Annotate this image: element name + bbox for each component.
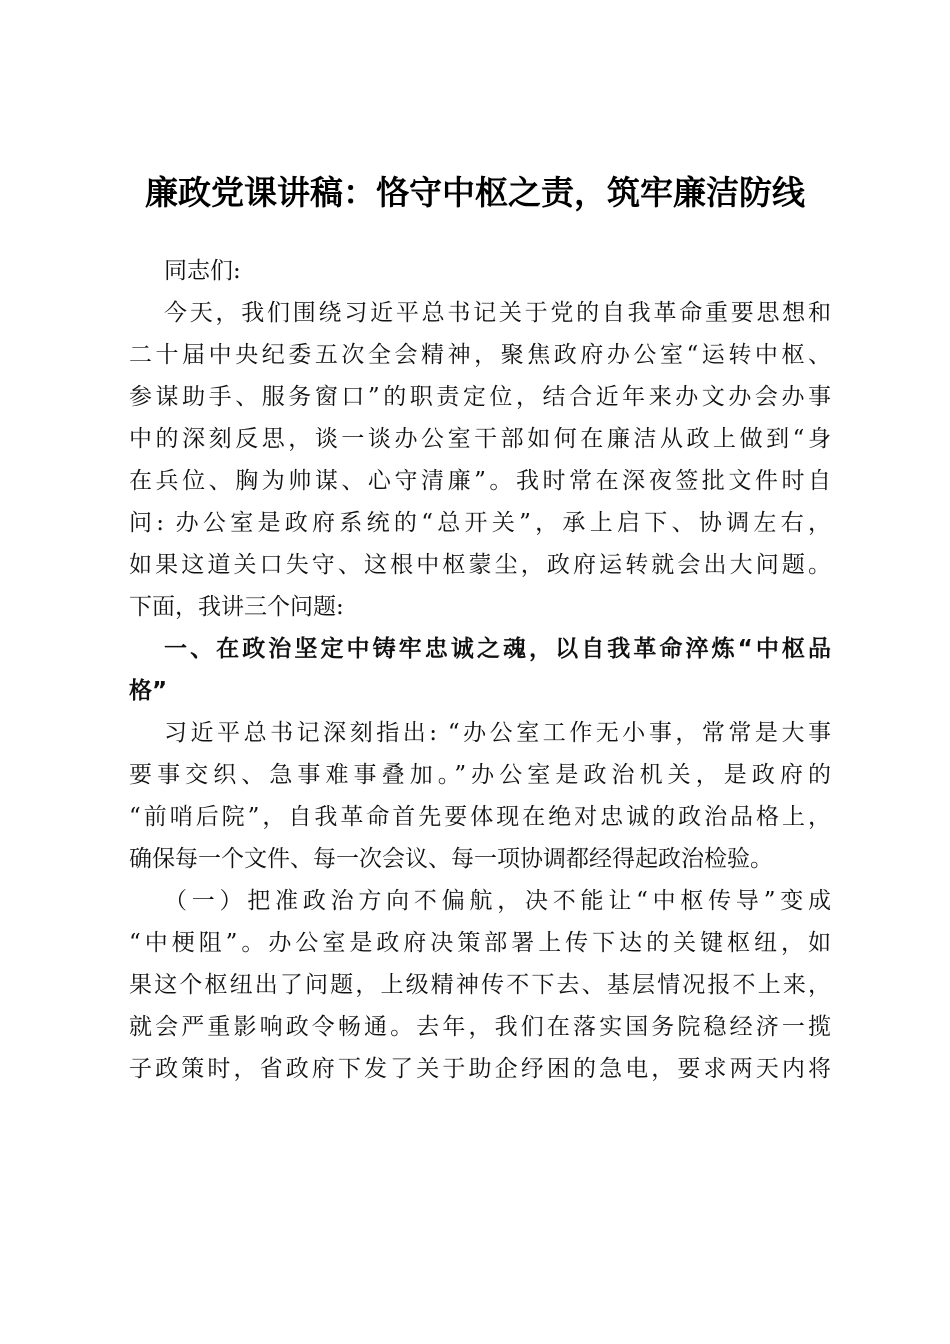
- text-line: 习近平总书记深刻指出: “办公室工作无小事，常常是大事: [164, 720, 831, 746]
- text-line: “中梗阻”。办公室是政府决策部署上传下达的关键枢纽，如: [129, 930, 831, 956]
- text-line: 子政策时，省政府下发了关于助企纾困的急电，要求两天内将: [129, 1056, 831, 1082]
- document-title: 廉政党课讲稿：恪守中枢之责，筑牢廉洁防线: [145, 173, 805, 212]
- text-line: 中的深刻反思，谈一谈办公室干部如何在廉洁从政上做到“身: [129, 426, 831, 452]
- salutation: 同志们:: [164, 258, 241, 284]
- text-line: 要事交织、急事难事叠加。”办公室是政治机关，是政府的: [129, 762, 831, 788]
- text-line: 今天，我们围绕习近平总书记关于党的自我革命重要思想和: [164, 300, 831, 326]
- heading-line: 一、在政治坚定中铸牢忠诚之魂，以自我革命淬炼“中枢品: [164, 636, 831, 662]
- paragraph-intro: [129, 292, 831, 628]
- text-line: 确保每一个文件、每一次会议、每一项协调都经得起政治检验。: [129, 846, 773, 872]
- heading-line: 格”: [129, 678, 168, 704]
- text-line: 问: 办公室是政府系统的“总开关”，承上启下、协调左右，: [129, 510, 831, 536]
- text-line: 就会严重影响政令畅通。去年，我们在落实国务院稳经济一揽: [129, 1014, 831, 1040]
- text-line: 果这个枢纽出了问题，上级精神传不下去、基层情况报不上来，: [129, 972, 831, 998]
- document-body: [129, 250, 831, 1090]
- text-line: 二十届中央纪委五次全会精神，聚焦政府办公室“运转中枢、: [129, 342, 831, 368]
- text-line: 下面，我讲三个问题:: [129, 594, 344, 620]
- paragraph-subsection-1: [129, 880, 831, 1090]
- text-line: 参谋助手、服务窗口”的职责定位，结合近年来办文办会办事: [129, 384, 831, 410]
- text-line: “前哨后院”，自我革命首先要体现在绝对忠诚的政治品格上，: [129, 804, 831, 830]
- text-line: （一）把准政治方向不偏航，决不能让“中枢传导”变成: [164, 888, 831, 914]
- paragraph-section-1: [129, 712, 831, 880]
- section-heading-1: [129, 628, 831, 712]
- text-line: 在兵位、胸为帅谋、心守清廉”。我时常在深夜签批文件时自: [129, 468, 831, 494]
- text-line: 如果这道关口失守、这根中枢蒙尘，政府运转就会出大问题。: [129, 552, 831, 578]
